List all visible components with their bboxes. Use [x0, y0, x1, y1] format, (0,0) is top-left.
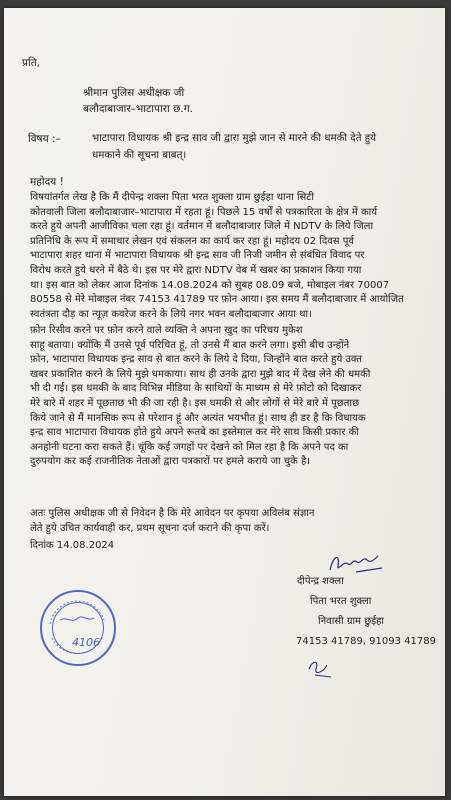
- sender-name: दीपेन्द्र शक्ला: [297, 576, 344, 587]
- paragraph-line: भी दी गई। इस धमकी के बाद विभिन्न मीडिया के साथियों के माध्यम से मेरे फ़ोटो को दिखाकर: [30, 383, 362, 395]
- sender-father: पिता भरत शुक्ला: [310, 596, 372, 607]
- letter-date: दिनांक 14.08.2024: [30, 540, 115, 551]
- paragraph-line: खबर प्रकाशित करने के लिये मुझे धमकाया। साथ ही उनके द्वारा मुझे बाद में देख लेने की धमकी: [30, 368, 371, 380]
- paragraph-line: इन्द्र साव भाटापारा विधायक होते हुये अपने रूतबे का इस्तेमाल कर मेरे साथ किसी प्रकार की: [30, 427, 359, 439]
- receipt-stamp: [40, 590, 116, 666]
- paragraph-line: दुरुपयोग कर कई राजनीतिक नेताओं द्वारा पत्रकारों पर हमले कराये जा चुके है।: [30, 456, 311, 468]
- subject-line-2: धमकाने की सूचना बाबत्।: [92, 150, 187, 161]
- paragraph-line: फ़ोन रिसीव करने पर फ़ोन करने वाले व्यक्ति ने अपना खुद का परिचय मुकेश: [30, 325, 303, 336]
- paragraph-line: साहू बताया। क्योंकि मैं उनसे पूर्व परिचित हूं, तो उनसे मैं बात करने लगा। इसी बीच उन्होंने: [30, 339, 350, 351]
- paragraph-line: विरोध करते हुये धरने में बैठे थे। इस पर मेरे द्वारा NDTV वेब में खबर का प्रकाशन किया गया: [30, 264, 362, 276]
- subject-line-1: भाटापारा विधायक श्री इन्द्र साव जी द्वारा मुझे जान से मारने की धमकी देते हुये: [92, 133, 377, 144]
- stamp-ring-text-icon: [40, 590, 116, 666]
- sender-phones: 74153 41789, 91093 41789: [296, 636, 436, 647]
- subject-label: विषय :–: [28, 133, 61, 145]
- paragraph-line: करते हुये अपनी आजीविका चला रहा हूं। वर्तमान में बलौदाबाजार जिले में NDTV के लिये जिला: [30, 221, 374, 233]
- paragraph-line: प्रतिनिधि के रूप में समाचार लेखन एवं संकलन का कार्य कर रहा हूं। महोदय 02 दिवस पूर्व: [30, 235, 354, 247]
- paragraph-line: विषयांतर्गत लेख है कि मैं दीपेन्द्र शक्ला पिता भरत शुक्ला ग्राम छुईहा थाना सिटी: [30, 192, 314, 203]
- paragraph-line: भाटापारा शहर थाना में भाटापारा विधायक श्री इन्द्र साव जी निजी जमीन से संबंधित विवाद पर: [30, 250, 365, 262]
- recipient-line-1: श्रीमान पुलिस अधीक्षक जी: [83, 87, 185, 99]
- paragraph-line: फ़ोन, भाटापारा विधायक इन्द्र साव से बात करने के लिये दे दिया, जिन्होंने बात करते हुये उक्त: [30, 354, 362, 366]
- paragraph-line: अतः पुलिस अधीक्षक जी से निवेदन है कि मेरे आवेदन पर कृपया अविलंब संज्ञान: [30, 508, 315, 519]
- small-signature-mark: [305, 655, 335, 681]
- salutation-prefix: प्रति,: [22, 57, 41, 69]
- paragraph-line: था। इस बात को लेकर आज दिनांक 14.08.2024 को सुबह 08.09 बजे, मोबाइल नंबर 70007: [30, 279, 390, 291]
- paragraph-1: [30, 191, 408, 322]
- stamp-number: 4106: [72, 636, 100, 649]
- paragraph-line: मेरे बारे में शहर में पूछताछ भी की जा रही है। इस धमकी से और लोगों से मेरे बारे में पूछताछ: [30, 397, 360, 409]
- paragraph-line: कोतवाली जिला बलौदाबाजार–भाटापारा में रहता हूं। पिछले 15 वर्षों से पत्रकारिता के क्षेत्र में कार्य: [30, 206, 378, 218]
- greeting: महोदय !: [30, 176, 64, 188]
- paragraph-3: [30, 507, 408, 536]
- paragraph-line: लेते हुये उचित कार्यवाही कर, प्रथम सूचना दर्ज कराने की कृपा करें।: [30, 522, 270, 534]
- paragraph-2: [30, 324, 408, 470]
- letter-page: [4, 8, 445, 796]
- paragraph-line: अनहोनी घटना करा सकते हैं। चूंकि कई जगहों पर देखने को मिल रहा है कि अपने पद का: [30, 441, 349, 453]
- handwritten-signature: [326, 550, 388, 578]
- paragraph-line: 80558 से मेरे मोबाइल नंबर 74153 41789 पर फ़ोन आया। इस समय मैं बलौदाबाजार में आयोजित: [30, 294, 404, 306]
- paragraph-line: किये जाने से मैं मानसिक रूप से परेशान हूं और अत्यंत भयभीत हूं। साथ ही डर है कि विधायक: [30, 412, 366, 424]
- recipient-line-2: बलौदाबाजार–भाटापारा छ.ग.: [83, 103, 193, 115]
- paragraph-line: स्वतंत्रता दौड़ का न्यूज़ कवरेज करने के लिये नगर भवन बलौदाबाजार आया था।: [30, 308, 312, 320]
- sender-address: निवासी ग्राम छुईहा: [318, 616, 385, 627]
